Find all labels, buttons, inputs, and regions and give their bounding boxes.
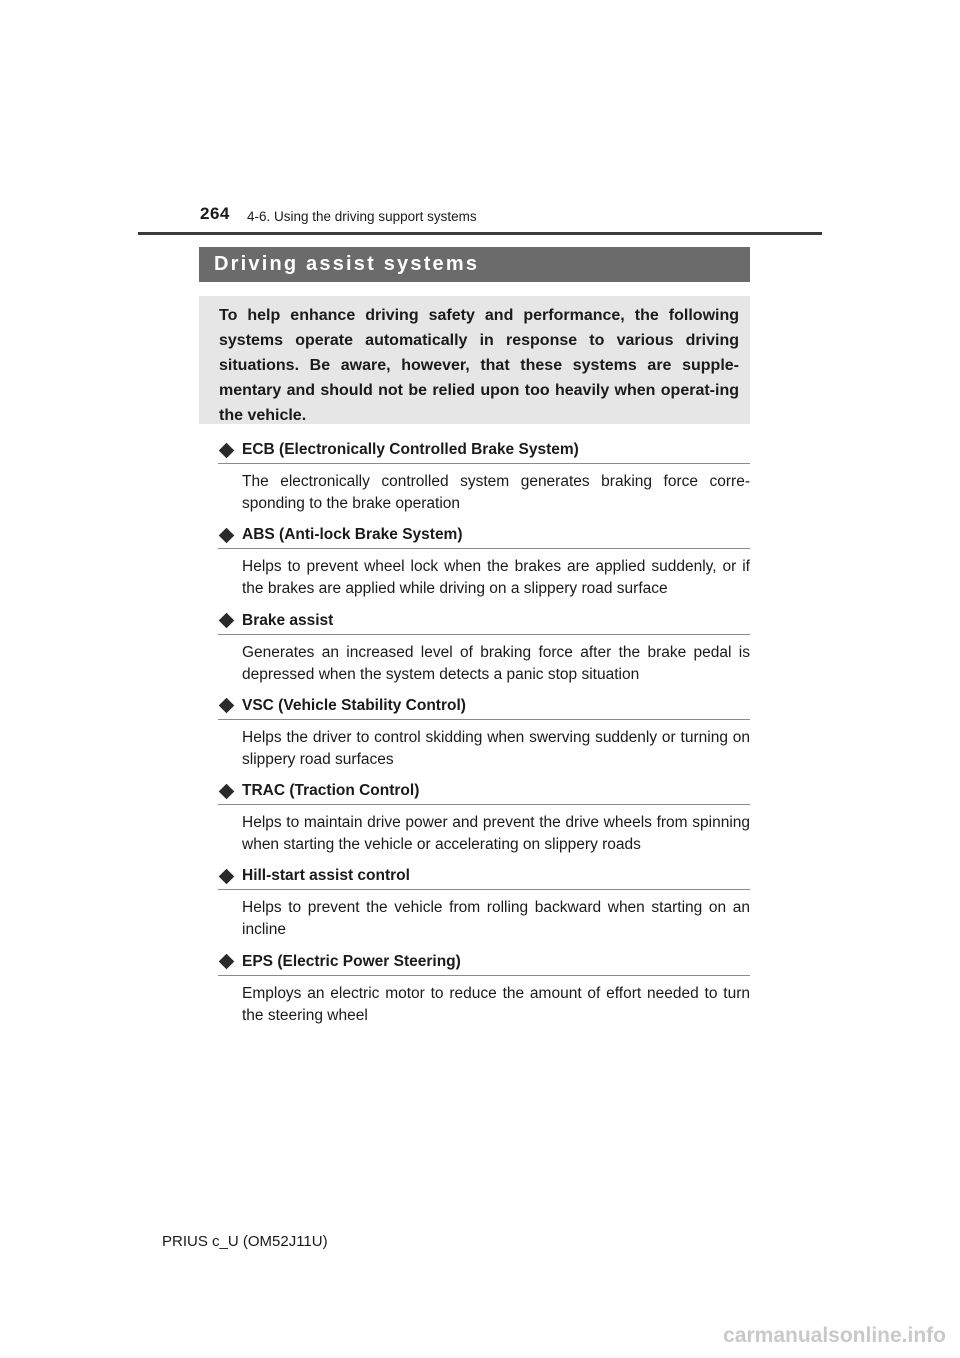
feature-heading bbox=[218, 608, 750, 635]
diamond-bullet-icon bbox=[219, 954, 235, 970]
section-breadcrumb: 4-6. Using the driving support systems bbox=[247, 209, 477, 224]
feature-heading bbox=[218, 522, 750, 549]
feature-item bbox=[218, 949, 750, 1034]
feature-description: Employs an electric motor to reduce the amount of effort needed to turn the steering wheel bbox=[242, 984, 750, 1024]
feature-item bbox=[218, 693, 750, 778]
feature-heading bbox=[218, 949, 750, 976]
feature-item bbox=[218, 778, 750, 863]
feature-item bbox=[218, 522, 750, 607]
diamond-bullet-icon bbox=[219, 698, 235, 714]
feature-title: VSC (Vehicle Stability Control) bbox=[242, 696, 466, 714]
intro-box: To help enhance driving safety and performance, the following systems operate automatically in response to various driving situations. Be aware, however, that these systems are supple-mentary and should not be relied upon too heavily when operat-ing the vehicle. bbox=[199, 296, 750, 424]
feature-item bbox=[218, 437, 750, 522]
feature-heading bbox=[218, 778, 750, 805]
page-number: 264 bbox=[200, 204, 230, 223]
feature-item bbox=[218, 608, 750, 693]
feature-description: Helps to prevent wheel lock when the brakes are applied suddenly, or if the brakes are applied while driving on a slippery road surface bbox=[242, 558, 750, 598]
feature-title: ECB (Electronically Controlled Brake System) bbox=[242, 441, 579, 458]
feature-title: Hill-start assist control bbox=[242, 867, 410, 885]
diamond-bullet-icon bbox=[219, 613, 235, 629]
section-title-bar bbox=[199, 247, 750, 282]
diamond-bullet-icon bbox=[219, 869, 235, 885]
feature-description: Helps to prevent the vehicle from rolling backward when starting on an incline bbox=[242, 899, 750, 939]
watermark: carmanualsonline.info bbox=[723, 1324, 946, 1347]
feature-heading bbox=[218, 693, 750, 720]
header-divider bbox=[138, 232, 822, 235]
feature-title: Brake assist bbox=[242, 611, 334, 629]
feature-description: Generates an increased level of braking force after the brake pedal is depressed when the system detects a panic stop situation bbox=[242, 643, 750, 683]
diamond-bullet-icon bbox=[219, 783, 235, 799]
feature-item bbox=[218, 863, 750, 948]
feature-title: TRAC (Traction Control) bbox=[242, 782, 420, 800]
feature-heading bbox=[218, 437, 750, 464]
feature-list bbox=[218, 437, 750, 1034]
section-title: Driving assist systems bbox=[214, 253, 480, 275]
feature-title: EPS (Electric Power Steering) bbox=[242, 952, 461, 970]
model-footer: PRIUS c_U (OM52J11U) bbox=[162, 1233, 328, 1250]
feature-heading bbox=[218, 863, 750, 890]
feature-description: Helps to maintain drive power and prevent the drive wheels from spinning when starting the vehicle or accelerating on slippery roads bbox=[242, 814, 750, 854]
feature-description: Helps the driver to control skidding when swerving suddenly or turning on slippery road surfaces bbox=[242, 728, 750, 768]
diamond-bullet-icon bbox=[219, 442, 235, 458]
diamond-bullet-icon bbox=[219, 528, 235, 544]
feature-description: The electronically controlled system generates braking force corre-sponding to the brake operation bbox=[242, 473, 750, 512]
feature-title: ABS (Anti-lock Brake System) bbox=[242, 526, 463, 544]
